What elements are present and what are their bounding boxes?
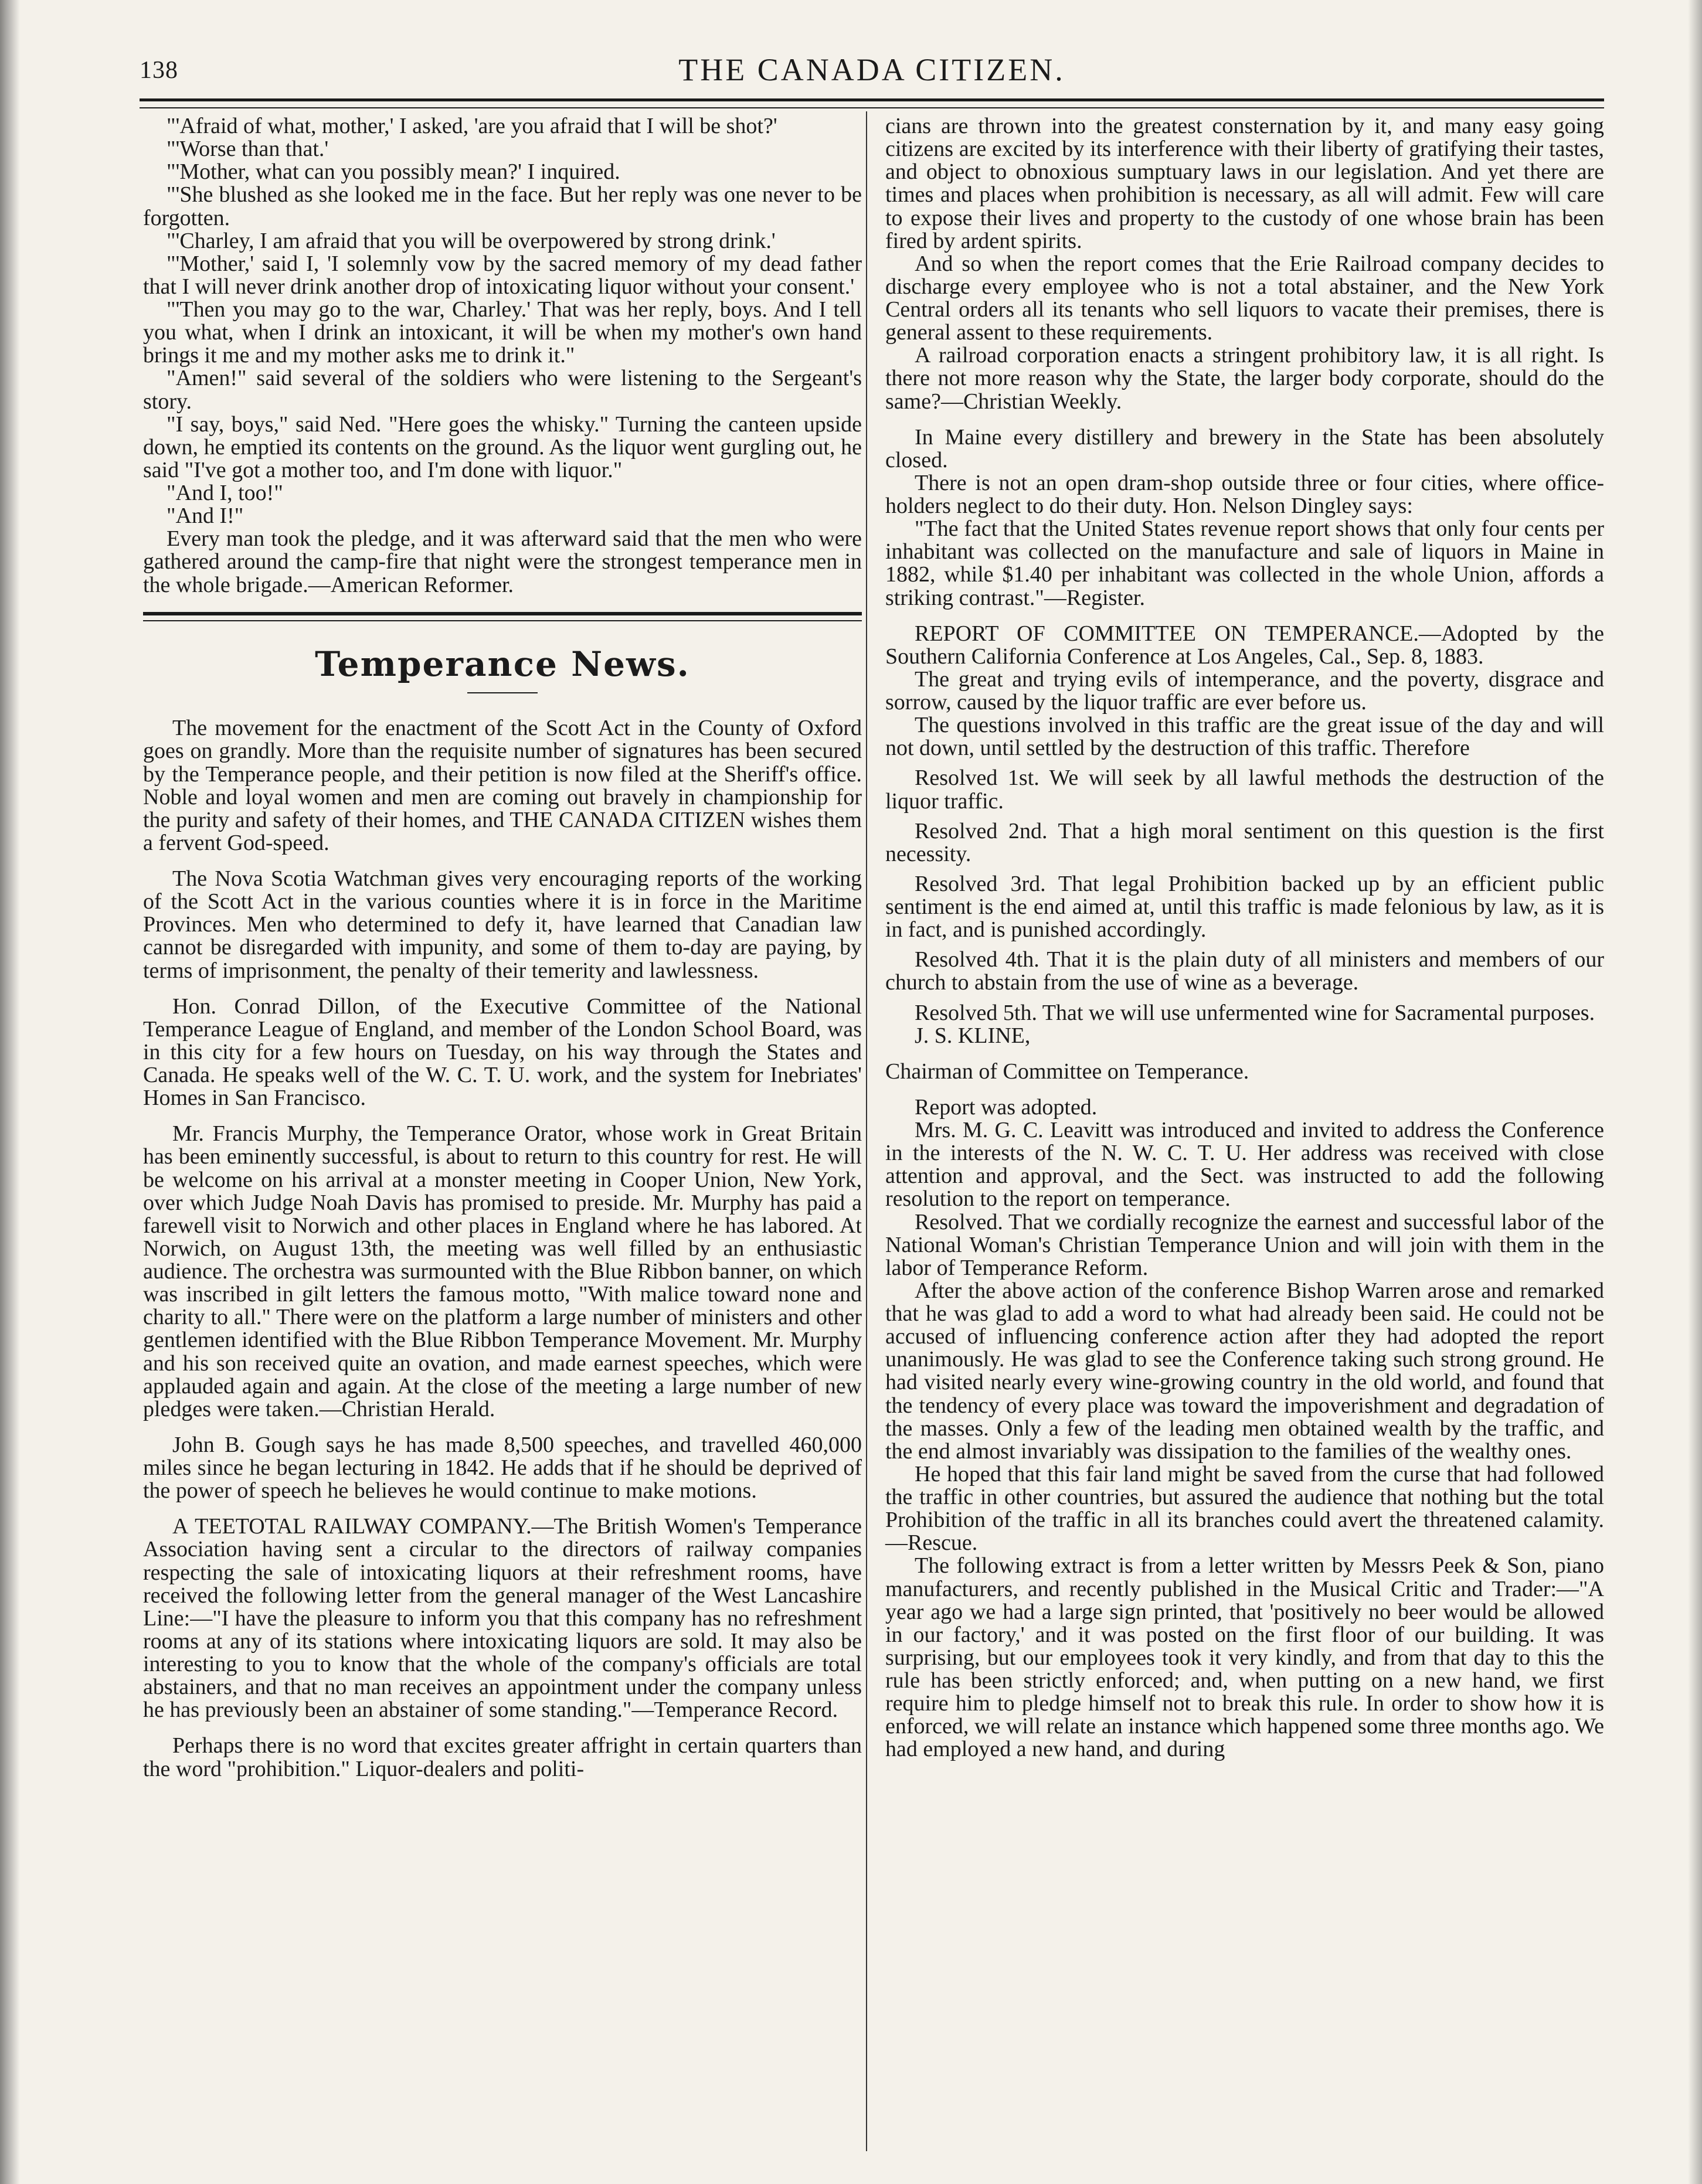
- page-header: [140, 52, 1604, 98]
- article-paragraph: Mrs. M. G. C. Leavitt was introduced and invited to address the Conference in the interests of the N. W. C. T. U. Her address was received with close attention and approval, and the Sect. was instructed to add the following resolution to the report on temperance.: [885, 1118, 1604, 1212]
- article-paragraph: Report was adopted.: [915, 1094, 1098, 1120]
- header-rule: [140, 98, 1604, 108]
- resolution: Resolved 4th. That it is the plain duty of all ministers and members of our church to abstain from the use of wine as a beverage.: [885, 947, 1604, 995]
- article-paragraph: The movement for the enactment of the Scott Act in the County of Oxford goes on grandly. More than the requisite number of signatures has been secured by the Temperance people, and their petition is now filed at the Sheriff's office. Noble and loyal women and men are coming out bravely in championship for the purity and safety of their homes, and THE CANADA CITIZEN wishes them a fervent God-speed.: [143, 716, 862, 855]
- story-line: "I say, boys," said Ned. "Here goes the whisky." Turning the canteen upside down, he emptied its contents on the ground. As the liquor went gurgling out, he said "I've got a mother too, and I'm done with liquor.": [143, 411, 862, 482]
- signature-title: Chairman of Committee on Temperance.: [885, 1059, 1249, 1084]
- story-line: Every man took the pledge, and it was afterward said that the men who were gathered around the camp-fire that night were the strongest temperance men in the whole brigade.—American Reformer.: [143, 526, 862, 597]
- article-paragraph: Mr. Francis Murphy, the Temperance Orator, whose work in Great Britain has been eminently successful, is about to return to this country for rest. He will be welcome on his arrival at a monster meeting in Cooper Union, New York, over which Judge Noah Davis has promised to preside. Mr. Murphy has paid a farewell visit to Norwich and other places in England where he has labored. At Norwich, on August 13th, the meeting was well filled by an enthusiastic audience. The orchestra was surmounted with the Blue Ribbon banner, on which was inscribed in gilt letters the famous motto, "With malice toward none and charity to all." There were on the platform a large number of ministers and other gentlemen identified with the Blue Ribbon Temperance Movement. Mr. Murphy and his son received quite an ovation, and made earnest speeches, which were applauded again and again. At the close of the meeting a large number of new pledges were taken.—Christian Herald.: [143, 1121, 862, 1421]
- section-rule: [143, 612, 862, 621]
- article-paragraph: After the above action of the conference Bishop Warren arose and remarked that he was glad to add a word to what had already been said. He could not be accused of influencing conference action after they had adopted the report unanimously. He was glad to see the Conference taking such strong ground. He had visited nearly every wine-growing country in the old world, and found that the tendency of every place was toward the impoverishment and degradation of the masses. Only a few of the leading men obtained wealth by the traffic, and the end almost invariably was dissipation to the families of the wealthy ones.: [885, 1278, 1604, 1464]
- resolution: Resolved 1st. We will seek by all lawful methods the destruction of the liquor traffic.: [885, 766, 1604, 814]
- resolution: Resolved 5th. That we will use unfermented wine for Sacramental purposes.: [915, 1000, 1595, 1025]
- scan-shadow-right: [1688, 0, 1702, 2184]
- story-line: "'Afraid of what, mother,' I asked, 'are you afraid that I will be shot?': [167, 114, 777, 138]
- article-paragraph: The Nova Scotia Watchman gives very encouraging reports of the working of the Scott Act in the various counties where it is in force in the Maritime Provinces. Men who determined to defy it, have learned that Canadian law cannot be disregarded with impunity, and some of them to-day are paying, by terms of imprisonment, the penalty of their temerity and lawlessness.: [143, 866, 862, 983]
- right-column: [885, 115, 1604, 1761]
- story-line: "'Mother, what can you possibly mean?' I inquired.: [167, 159, 620, 185]
- scan-shadow-left: [0, 0, 20, 2184]
- resolution: Resolved 3rd. That legal Prohibition backed up by an efficient public sentiment is the end aimed at, until this traffic is made felonious by law, as it is in fact, and is punished accordingly.: [885, 871, 1604, 943]
- story-line: "'Mother,' said I, 'I solemnly vow by the sacred memory of my dead father that I will never drink another drop of intoxicating liquor without your consent.': [143, 251, 862, 299]
- article-paragraph: A railroad corporation enacts a stringent prohibitory law, it is all right. Is there not more reason why the State, the larger body corporate, should do the same?—Christian Weekly.: [885, 343, 1604, 414]
- story-line: "'Worse than that.': [167, 137, 329, 162]
- article-paragraph: And so when the report comes that the Erie Railroad company decides to discharge every employee who is not a total abstainer, and the New York Central orders all its tenants who sell liquors to vacate their premises, there is general assent to these requirements.: [885, 251, 1604, 345]
- report-heading: REPORT OF COMMITTEE ON TEMPERANCE.—Adopted by the Southern California Conference at Los Angeles, Cal., Sep. 8, 1883.: [885, 621, 1604, 669]
- article-paragraph: There is not an open dram-shop outside three or four cities, where office-holders neglect to do their duty. Hon. Nelson Dingley says:: [885, 470, 1604, 518]
- article-paragraph: The following extract is from a letter written by Messrs Peek & Son, piano manufacturers, and recently published in the Musical Critic and Trader:—"A year ago we had a large sign printed, that 'positively no beer would be allowed in our factory,' and it was posted on the first floor of our building. It was surprising, but our employees took it very kindly, and from that day to this the rule has been strictly enforced; and, when putting on a new hand, we first require him to pledge himself not to break this rule. In order to show how it is enforced, we will relate an instance which happened some three months ago. We had employed a new hand, and during: [885, 1553, 1604, 1762]
- story-line: "'Then you may go to the war, Charley.' That was her reply, boys. And I tell you what, when I drink an intoxicant, it will be when my mother's own hand brings it me and my mother asks me to drink it.": [143, 297, 862, 368]
- column-divider: [866, 111, 867, 2151]
- article-paragraph: In Maine every distillery and brewery in the State has been absolutely closed.: [885, 424, 1604, 472]
- story-line: "And I!": [167, 504, 244, 529]
- article-paragraph: Hon. Conrad Dillon, of the Executive Committee of the National Temperance League of England, and member of the London School Board, was in this city for a few hours on Tuesday, on his way through the States and Canada. He speaks well of the W. C. T. U. work, and the system for Inebriates' Homes in San Francisco.: [143, 994, 862, 1111]
- resolution: Resolved. That we cordially recognize the earnest and successful labor of the National Woman's Christian Temperance Union and will join with them in the labor of Temperance Reform.: [885, 1209, 1604, 1280]
- running-head: THE CANADA CITIZEN.: [678, 52, 1065, 87]
- article-paragraph: The questions involved in this traffic are the great issue of the day and will not down, until settled by the destruction of this traffic. Therefore: [885, 713, 1604, 761]
- story-line: "Amen!" said several of the soldiers who were listening to the Sergeant's story.: [143, 366, 862, 414]
- title-underline: [467, 692, 538, 693]
- resolution: Resolved 2nd. That a high moral sentiment on this question is the first necessity.: [885, 818, 1604, 866]
- story-line: "'She blushed as she looked me in the face. But her reply was one never to be forgotten.: [143, 182, 862, 230]
- story-line: "'Charley, I am afraid that you will be overpowered by strong drink.': [167, 228, 776, 253]
- story-line: "And I, too!": [167, 481, 283, 505]
- article-paragraph: "The fact that the United States revenue report shows that only four cents per inhabitant was collected on the manufacture and sale of liquors in Maine in 1882, while $1.40 per inhabitant was collected in the whole Union, affords a striking contrast."—Register.: [885, 516, 1604, 610]
- article-paragraph: A TEETOTAL RAILWAY COMPANY.—The British Women's Temperance Association having sent a circular to the directors of railway companies respecting the sale of intoxicating liquors at their refreshment rooms, have received the following letter from the general manager of the West Lancashire Line:—"I have the pleasure to inform you that this company has no refreshment rooms at any of its stations where intoxicating liquors are sold. It may also be interesting to you to know that the whole of the company's officials are total abstainers, and that no man receives an appointment under the company unless he has previously been an abstainer of some standing."—Temperance Record.: [143, 1514, 862, 1723]
- article-paragraph: John B. Gough says he has made 8,500 speeches, and travelled 460,000 miles since he began lecturing in 1842. He adds that if he should be deprived of the power of speech he believes he would continue to make motions.: [143, 1432, 862, 1503]
- article-paragraph: The great and trying evils of intemperance, and the poverty, disgrace and sorrow, caused by the liquor traffic are ever before us.: [885, 666, 1604, 715]
- article-paragraph: cians are thrown into the greatest consternation by it, and many easy going citizens are excited by its interference with their liberty of gratifying their tastes, and object to obnoxious sumptuary laws in our legislation. And yet there are times and places when prohibition is necessary, as all will admit. Few will care to expose their lives and property to the custody of one whose brain has been fired by ardent spirits.: [885, 114, 1604, 253]
- left-column: [143, 115, 862, 1794]
- section-title: Temperance News.: [315, 644, 690, 684]
- article-paragraph: He hoped that this fair land might be saved from the curse that had followed the traffic in other countries, but assured the audience that nothing but the total Prohibition of the traffic in all its branches could avert the threatened calamity.—Rescue.: [885, 1461, 1604, 1556]
- signature-name: J. S. KLINE,: [915, 1023, 1031, 1048]
- page-number: 138: [140, 57, 178, 84]
- article-paragraph: Perhaps there is no word that excites greater affright in certain quarters than the word "prohibition." Liquor-dealers and politi-: [143, 1733, 862, 1781]
- story-continuation: [143, 115, 862, 597]
